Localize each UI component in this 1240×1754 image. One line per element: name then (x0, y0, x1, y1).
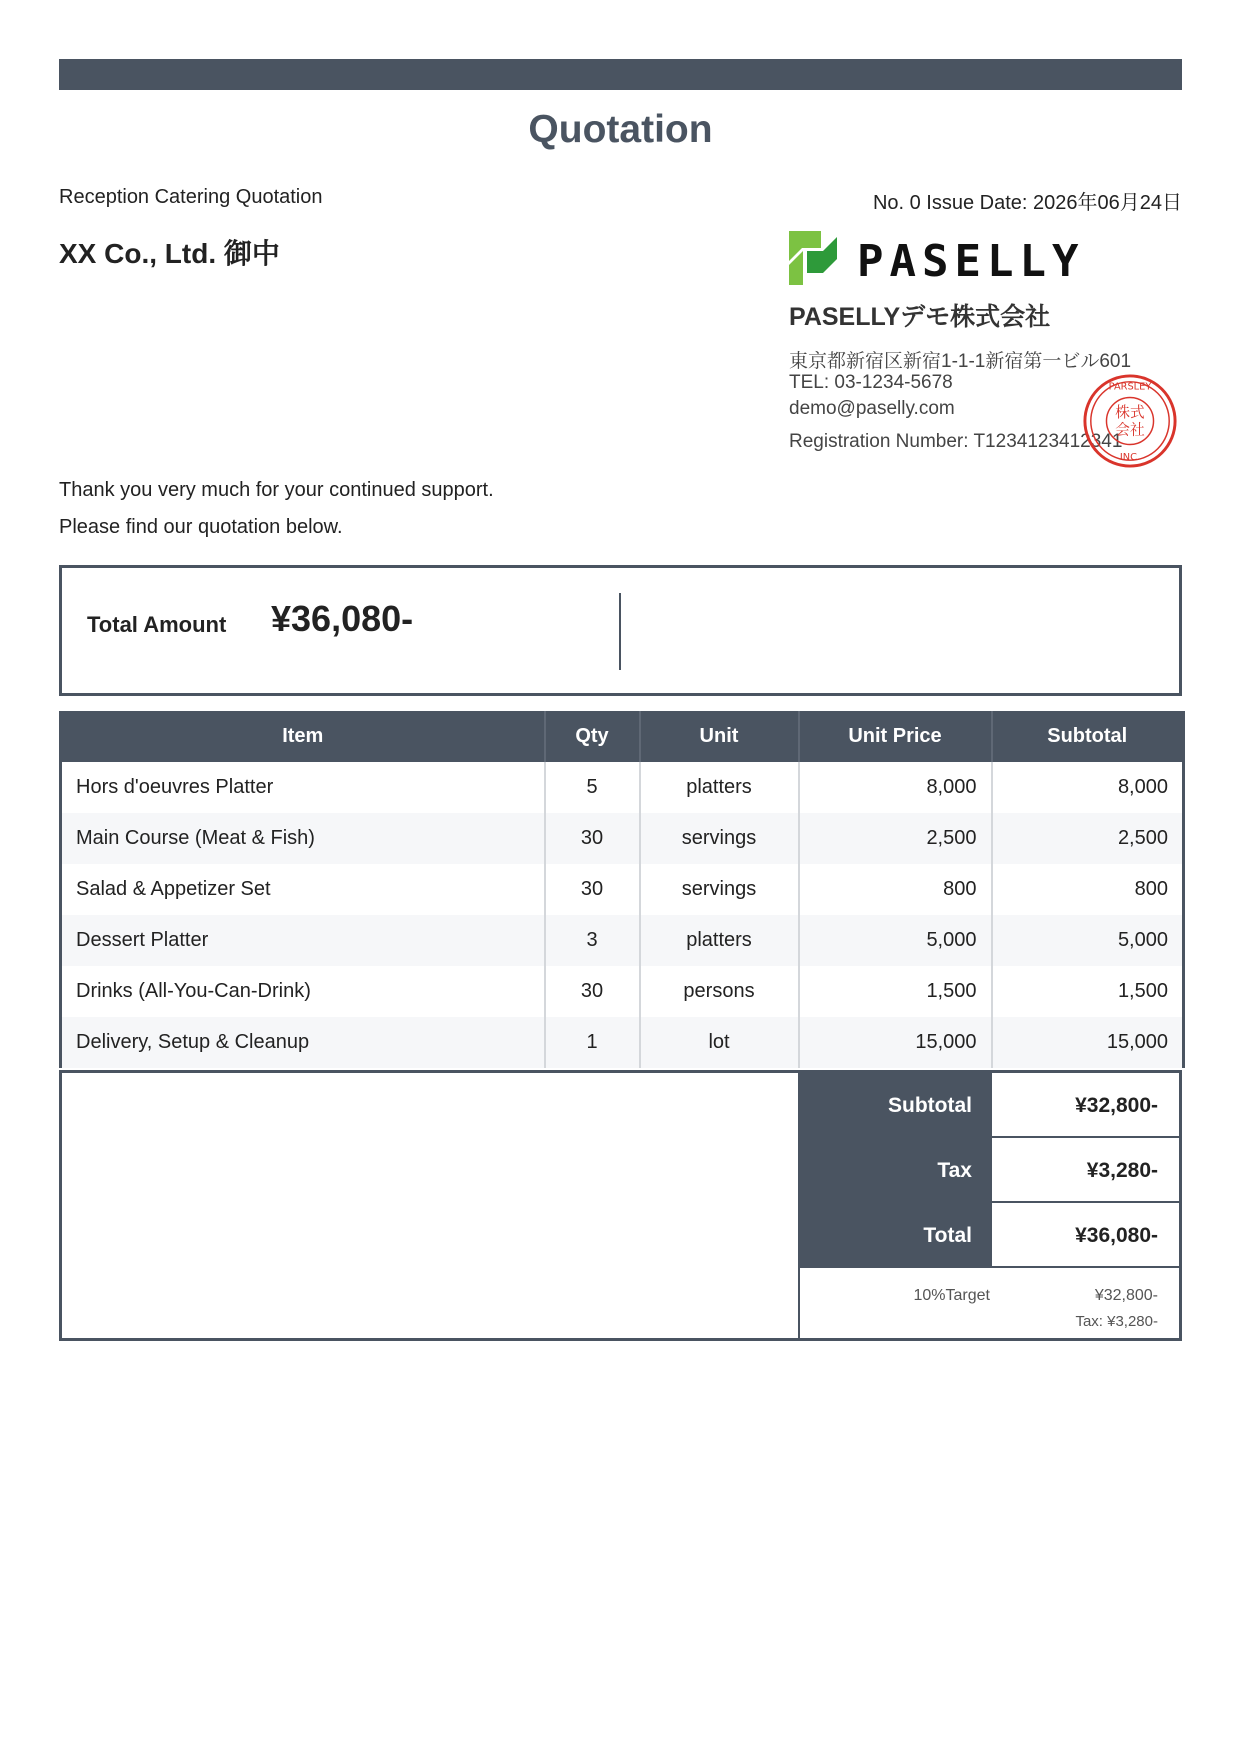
tax-target-value: ¥32,800- (1094, 1287, 1158, 1304)
item-qty: 30 (545, 966, 640, 1017)
item-unit-price: 15,000 (799, 1017, 992, 1068)
table-row (61, 813, 1184, 864)
item-unit: platters (640, 915, 799, 966)
issuer-tel: TEL: 03-1234-5678 (789, 372, 953, 393)
tax-target-label: 10%Target (913, 1287, 990, 1304)
item-name: Hors d'oeuvres Platter (61, 762, 545, 813)
item-unit-price: 2,500 (799, 813, 992, 864)
item-name: Dessert Platter (61, 915, 545, 966)
item-qty: 5 (545, 762, 640, 813)
document-title: Quotation (528, 108, 713, 151)
item-name: Salad & Appetizer Set (61, 864, 545, 915)
table-header-row (61, 711, 1184, 762)
svg-text:会社: 会社 (1115, 421, 1145, 439)
issuer-address: 東京都新宿区新宿1-1-1新宿第一ビル601 (789, 351, 1132, 372)
table-row (61, 915, 1184, 966)
company-seal-stamp (1081, 372, 1179, 470)
item-unit: servings (640, 813, 799, 864)
client-name: XX Co., Ltd. 御中 (59, 238, 280, 269)
summary-tax-label: Tax (937, 1159, 972, 1182)
total-amount-value: ¥36,080- (271, 598, 414, 639)
column-header-unit: Unit (640, 711, 799, 762)
svg-text:PARSLEY: PARSLEY (1108, 381, 1152, 393)
item-qty: 30 (545, 813, 640, 864)
registration-number: Registration Number: T1234123412341 (789, 431, 1123, 452)
paselly-logo (789, 231, 1089, 285)
total-amount-box (59, 565, 1182, 696)
issue-info: No. 0 Issue Date: 2026年06月24日 (872, 192, 1182, 214)
tax-target-tax: Tax: ¥3,280- (1075, 1313, 1158, 1330)
item-unit: platters (640, 762, 799, 813)
summary-total-value: ¥36,080- (1075, 1224, 1158, 1247)
total-amount-label: Total Amount (87, 612, 227, 637)
item-subtotal: 1,500 (1117, 980, 1168, 1002)
item-qty: 1 (545, 1017, 640, 1068)
item-name: Delivery, Setup & Cleanup (61, 1017, 545, 1068)
issuer-email: demo@paselly.com (789, 398, 955, 419)
summary-tax-row (799, 1138, 1179, 1203)
greeting-line-2: Please find our quotation below. (59, 516, 343, 538)
quotation-subject: Reception Catering Quotation (59, 186, 323, 208)
summary-total-label: Total (923, 1224, 972, 1247)
column-header-subtotal: Subtotal (992, 711, 1184, 762)
header-bar (59, 59, 1182, 90)
greeting-line-1: Thank you very much for your continued support. (59, 479, 494, 501)
table-row (61, 1017, 1184, 1068)
summary-subtotal-label: Subtotal (888, 1094, 972, 1117)
summary-subtotal-value: ¥32,800- (1075, 1094, 1158, 1117)
item-unit: servings (640, 864, 799, 915)
item-subtotal: 2,500 (992, 813, 1184, 864)
summary-subtotal-row (799, 1073, 1179, 1138)
svg-text:INC.: INC. (1119, 452, 1141, 464)
column-header-qty: Qty (545, 711, 640, 762)
item-unit-price: 800 (799, 864, 992, 915)
item-unit: lot (640, 1017, 799, 1068)
svg-text:株式: 株式 (1115, 404, 1145, 422)
item-unit-price: 5,000 (799, 915, 992, 966)
table-row (61, 864, 1184, 915)
column-header-item: Item (61, 711, 545, 762)
item-unit-price: 1,500 (799, 966, 992, 1017)
item-subtotal: 8,000 (1117, 776, 1168, 798)
item-name: Main Course (Meat & Fish) (61, 813, 545, 864)
summary-section (59, 1070, 1182, 1341)
table-row (61, 762, 1184, 813)
item-subtotal: 15,000 (992, 1017, 1184, 1068)
total-box-divider (619, 593, 621, 670)
items-table (59, 711, 1185, 1068)
item-unit: persons (640, 966, 799, 1017)
issuer-company-name: PASELLYデモ株式会社 (789, 303, 1051, 331)
item-subtotal: 5,000 (992, 915, 1184, 966)
item-qty: 30 (545, 864, 640, 915)
summary-total-row (799, 1203, 1179, 1268)
summary-tax-value: ¥3,280- (1086, 1159, 1158, 1182)
logo-wordmark: PASELLY (857, 236, 1085, 285)
item-subtotal: 800 (1134, 878, 1168, 900)
item-qty: 3 (545, 915, 640, 966)
table-row (61, 966, 1184, 1017)
column-header-unit-price: Unit Price (799, 711, 992, 762)
item-unit-price: 8,000 (799, 762, 992, 813)
item-name: Drinks (All-You-Can-Drink) (61, 966, 545, 1017)
